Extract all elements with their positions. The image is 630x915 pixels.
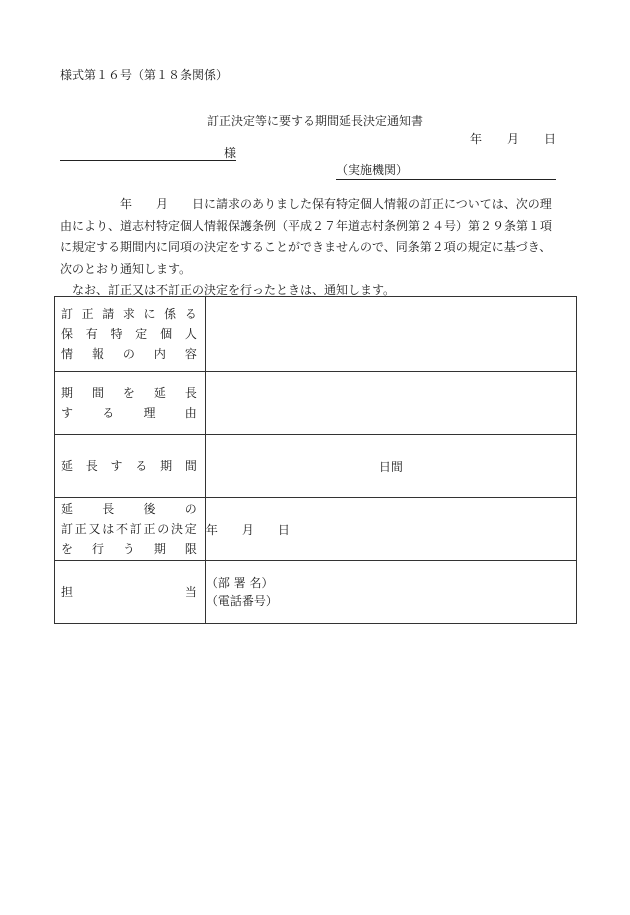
table-row <box>55 297 577 372</box>
label-line: 保 有 特 定 個 人 <box>61 327 197 341</box>
label-line: 延 長 す る 期 間 <box>61 459 197 473</box>
contact-department: （部 署 名） <box>205 576 274 590</box>
row-label-contact <box>55 561 206 624</box>
addressee-line <box>60 146 236 161</box>
label-line: を 行 う 期 限 <box>61 542 197 556</box>
label-line: 期 間 を 延 長 <box>61 386 197 400</box>
addressee-suffix: 様 <box>224 146 237 160</box>
row-label-deadline <box>55 498 206 561</box>
label-line: 訂 正 又 は 不 訂 正 の 決 定 <box>61 522 197 536</box>
document-title: 訂正決定等に要する期間延長決定通知書 <box>206 114 423 128</box>
contact-value-cell[interactable] <box>205 561 576 624</box>
form-number: 様式第１６号（第１８条関係） <box>60 68 229 82</box>
issue-date <box>470 130 556 147</box>
agency-label: （実施機関） <box>336 161 556 180</box>
date-day: 日 <box>544 132 557 146</box>
body-text <box>60 194 580 280</box>
table-row <box>55 561 577 624</box>
table-row <box>55 372 577 435</box>
table-row <box>55 498 577 561</box>
label-line: す る 理 由 <box>61 406 197 420</box>
reason-value-cell[interactable] <box>205 372 576 435</box>
notice-table <box>54 296 577 624</box>
row-label-reason <box>55 372 206 435</box>
row-label-period <box>55 435 206 498</box>
period-days: 日間 <box>378 459 403 474</box>
body-line: に規定する期間内に同項の決定をすることができませんので、同条第２項の規定に基づき、 <box>60 240 552 254</box>
date-month: 月 <box>507 132 520 146</box>
label-line: 情 報 の 内 容 <box>61 347 197 361</box>
table-row <box>55 435 577 498</box>
body-line: 由により、道志村特定個人情報保護条例（平成２７年道志村条例第２４号）第２９条第１項 <box>60 218 553 233</box>
body-line: 年 月 日に請求のありました保有特定個人情報の訂正については、次の理 <box>60 197 552 211</box>
deadline-date: 年 月 日 <box>205 522 290 537</box>
body-line: 次のとおり通知します。 <box>60 261 192 276</box>
contact-phone: （電話番号） <box>205 594 278 608</box>
deadline-value-cell[interactable] <box>205 498 576 561</box>
date-year: 年 <box>470 132 483 146</box>
note-text: なお、訂正又は不訂正の決定を行ったときは、通知します。 <box>72 283 396 297</box>
row-label-content <box>55 297 206 372</box>
label-line: 担 当 <box>61 585 197 599</box>
period-value-cell[interactable] <box>205 435 576 498</box>
label-line: 訂 正 請 求 に 係 る <box>61 307 197 321</box>
label-line: 延 長 後 の <box>61 502 197 516</box>
content-value-cell[interactable] <box>205 297 576 372</box>
